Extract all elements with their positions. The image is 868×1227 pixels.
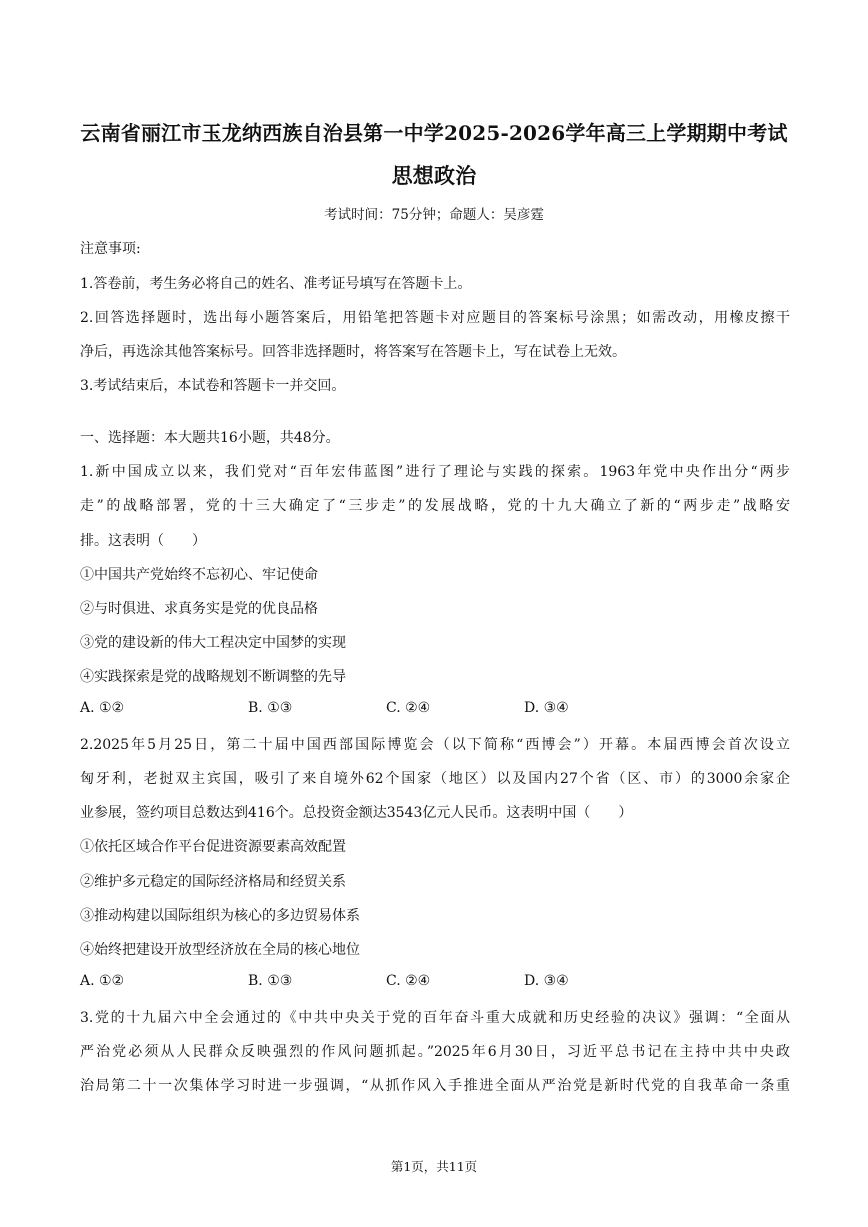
notice-line: 3.考试结束后，本试卷和答题卡一并交回。 — [80, 378, 346, 394]
question-1-item: ②与时俱进、求真务实是党的优良品格 — [80, 601, 318, 617]
question-1-option-c: C. ②④ — [386, 700, 431, 716]
question-2-stem: 业参展，签约项目总数达到416个。总投资金额达3543亿元人民币。这表明中国（ ） — [80, 805, 633, 821]
notice-line: 1.答卷前，考生务必将自己的姓名、准考证号填写在答题卡上。 — [80, 276, 472, 292]
question-2-item: ②维护多元稳定的国际经济格局和经贸关系 — [80, 874, 346, 890]
subject-title: 思想政治 — [391, 163, 477, 188]
section-heading: 一、选择题：本大题共16小题，共48分。 — [80, 430, 340, 446]
page-number: 第1页，共11页 — [390, 1159, 478, 1174]
question-2-item: ①依托区域合作平台促进资源要素高效配置 — [80, 839, 346, 855]
question-1-stem: 走”的战略部署，党的十三大确定了“三步走”的发展战略，党的十九大确立了新的“两步走”战略安 — [80, 498, 790, 514]
exam-info: 考试时间：75分钟；命题人：吴彦霆 — [324, 207, 544, 223]
question-1-stem: 排。这表明（ ） — [80, 533, 206, 549]
question-2-option-c: C. ②④ — [386, 973, 431, 989]
notice-heading: 注意事项: — [80, 241, 141, 257]
question-1-option-a: A. ①② — [80, 700, 125, 716]
question-3-stem: 3.党的十九届六中全会通过的《中共中央关于党的百年奋斗重大成就和历史经验的决议》强调：“全面从 — [80, 1010, 790, 1026]
question-1-option-b: B. ①③ — [248, 700, 293, 716]
question-1-item: ①中国共产党始终不忘初心、牢记使命 — [80, 567, 318, 583]
notice-line: 净后，再选涂其他答案标号。回答非选择题时，将答案写在答题卡上，写在试卷上无效。 — [80, 344, 626, 360]
exam-title: 云南省丽江市玉龙纳西族自治县第一中学2025-2026学年高三上学期期中考试 — [80, 121, 788, 145]
question-2-item: ③推动构建以国际组织为核心的多边贸易体系 — [80, 908, 360, 924]
question-2-stem: 2.2025年5月25日，第二十届中国西部国际博览会（以下简称“西博会”）开幕。本届西博会首次设立 — [80, 737, 790, 753]
question-2-option-b: B. ①③ — [248, 973, 293, 989]
question-2-item: ④始终把建设开放型经济放在全局的核心地位 — [80, 942, 360, 958]
question-1-option-d: D. ③④ — [524, 700, 569, 716]
notice-line: 2.回答选择题时，选出每小题答案后，用铅笔把答题卡对应题目的答案标号涂黑；如需改动，用橡皮擦干 — [80, 310, 790, 326]
question-3-stem: 治局第二十一次集体学习时进一步强调，“从抓作风入手推进全面从严治党是新时代党的自我革命一条重 — [80, 1078, 790, 1094]
question-1-item: ③党的建设新的伟大工程决定中国梦的实现 — [80, 635, 346, 651]
question-2-option-a: A. ①② — [80, 973, 125, 989]
question-2-option-d: D. ③④ — [524, 973, 569, 989]
question-2-stem: 匈牙利，老挝双主宾国，吸引了来自境外62个国家（地区）以及国内27个省（区、市）的3000余家企 — [80, 771, 790, 787]
question-1-item: ④实践探索是党的战略规划不断调整的先导 — [80, 669, 346, 685]
question-3-stem: 严治党必须从人民群众反映强烈的作风问题抓起。”2025年6月30日，习近平总书记在主持中共中央政 — [80, 1044, 790, 1060]
question-1-stem: 1.新中国成立以来，我们党对“百年宏伟蓝图”进行了理论与实践的探索。1963年党中央作出分“两步 — [80, 464, 790, 480]
